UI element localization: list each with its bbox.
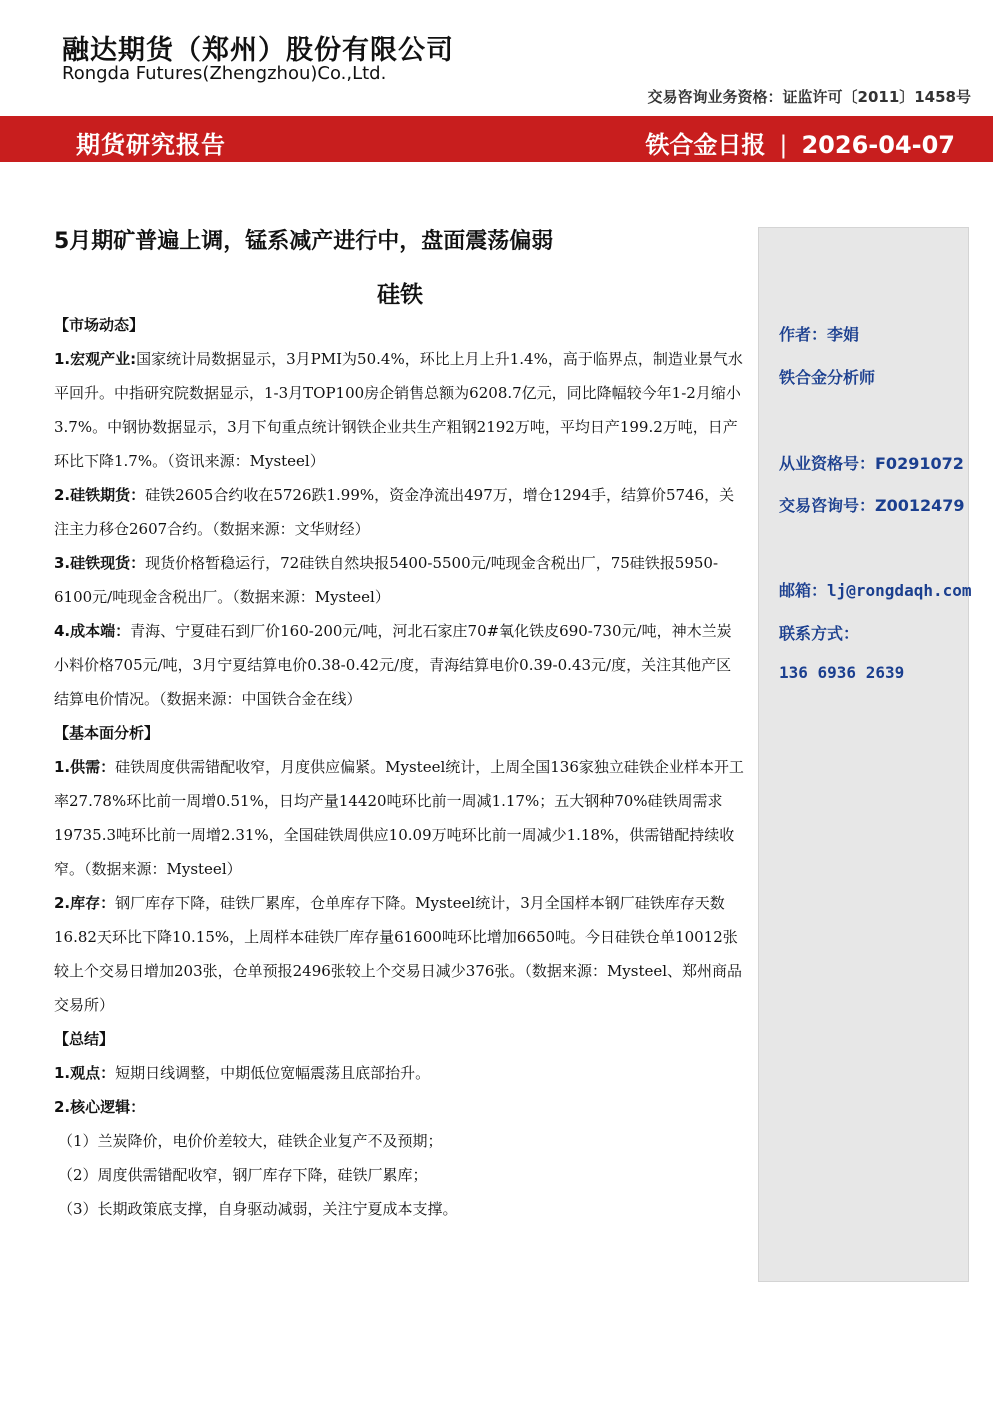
item-text: 现货价格暂稳运行，72硅铁自然块报5400-5500元/吨现金含税出厂，75硅铁报5950-6100元/吨现金含税出厂。（数据来源：Mysteel） [54, 554, 719, 606]
item-text: 国家统计局数据显示，3月PMI为50.4%，环比上月上升1.4%，高于临界点，制造业景气水平回升。中指研究院数据显示，1-3月TOP100房企销售总额为6208.7亿元，同比降幅较今年1-2月缩小3.7%。中钢协数据显示，3月下旬重点统计钢铁企业共生产粗钢2192万吨，平均日产199.2万吨，日产环比下降1.7%。（资讯来源：Mysteel） [54, 350, 743, 470]
item-text: 钢厂库存下降，硅铁厂累库，仓单库存下降。Mysteel统计，3月全国样本钢厂硅铁库存天数16.82天环比下降10.15%，上周样本硅铁厂库存量61600吨环比增加6650吨。今日硅铁仓单10012张较上个交易日增加203张，仓单预报2496张较上个交易日减少376张。（数据来源：Mysteel、郑州商品交易所） [54, 894, 743, 1014]
banner-right [645, 125, 955, 160]
item-lead: 4.成本端： [54, 622, 131, 640]
company-name-en: Rongda Futures(Zhengzhou)Co.,Ltd. [62, 63, 387, 84]
summary-logic-heading: 2.核心逻辑： [54, 1098, 146, 1116]
item-text: 硅铁周度供需错配收窄，月度供应偏紧。Mysteel统计，上周全国136家独立硅铁企业样本开工率27.78%环比前一周增0.51%，日均产量14420吨环比前一周减1.17%；五大钢种70%硅铁周需求19735.3吨环比前一周增2.31%，全国硅铁周供应10.09万吨环比前一周减少1.18%，供需错配持续收窄。（数据来源：Mysteel） [54, 758, 744, 878]
summary-view [54, 1056, 744, 1090]
item-text: 青海、宁夏硅石到厂价160-200元/吨，河北石家庄70#氧化铁皮690-730元/吨，神木兰炭小料价格705元/吨，3月宁夏结算电价0.38-0.42元/度，青海结算电价0.39-0.43元/度，关注其他产区结算电价情况。（数据来源：中国铁合金在线） [54, 622, 732, 708]
main-title: 5月期矿普遍上调，锰系减产进行中，盘面震荡偏弱 [54, 229, 554, 254]
item-lead: 2.硅铁期货： [54, 486, 146, 504]
market-item [54, 342, 744, 478]
item-lead: 3.硅铁现货： [54, 554, 146, 572]
item-lead: 1.宏观产业: [54, 350, 137, 368]
qualification-number: 从业资格号：F0291072 [779, 454, 964, 473]
report-date: 2026-04-07 [801, 131, 955, 159]
report-body [54, 308, 744, 1226]
section-heading-market: 【市场动态】 [54, 316, 145, 334]
section-heading-fundamental: 【基本面分析】 [54, 724, 160, 742]
fundamental-item [54, 886, 744, 1022]
report-name: 铁合金日报 [645, 131, 766, 159]
market-item [54, 478, 744, 546]
item-lead: 2.库存： [54, 894, 116, 912]
banner-separator: | [779, 131, 788, 159]
report-banner [0, 116, 993, 162]
author-sidebar [758, 227, 972, 1282]
license-info: 交易咨询业务资格：证监许可〔2011〕1458号 [647, 88, 971, 106]
email[interactable]: 邮箱：lj@rongdaqh.com [779, 581, 972, 600]
contact-label: 联系方式： [779, 624, 860, 643]
item-text: 硅铁2605合约收在5726跌1.99%，资金净流出497万，增仓1294手，结算价5746，关注主力移仓2607合约。（数据来源：文华财经） [54, 486, 735, 538]
consult-number: 交易咨询号：Z0012479 [779, 496, 965, 515]
logic-item: （2）周度供需错配收窄，钢厂库存下降，硅铁厂累库； [58, 1166, 428, 1184]
item-lead: 1.供需： [54, 758, 116, 776]
item-text: 短期日线调整，中期低位宽幅震荡且底部抬升。 [115, 1064, 431, 1082]
sub-title: 硅铁 [377, 282, 423, 308]
market-item [54, 546, 744, 614]
company-name-cn: 融达期货（郑州）股份有限公司 [62, 35, 454, 66]
author-name: 作者：李娟 [779, 325, 860, 344]
market-item [54, 614, 744, 716]
logic-item: （3）长期政策底支撑，自身驱动减弱，关注宁夏成本支撑。 [58, 1200, 458, 1218]
section-heading-summary: 【总结】 [54, 1030, 115, 1048]
banner-label: 期货研究报告 [76, 131, 226, 159]
phone-number[interactable]: 136 6936 2639 [779, 663, 905, 682]
author-role: 铁合金分析师 [779, 368, 876, 387]
logic-item: （1）兰炭降价，电价价差较大，硅铁企业复产不及预期； [58, 1132, 443, 1150]
item-lead: 1.观点： [54, 1064, 116, 1082]
fundamental-item [54, 750, 744, 886]
